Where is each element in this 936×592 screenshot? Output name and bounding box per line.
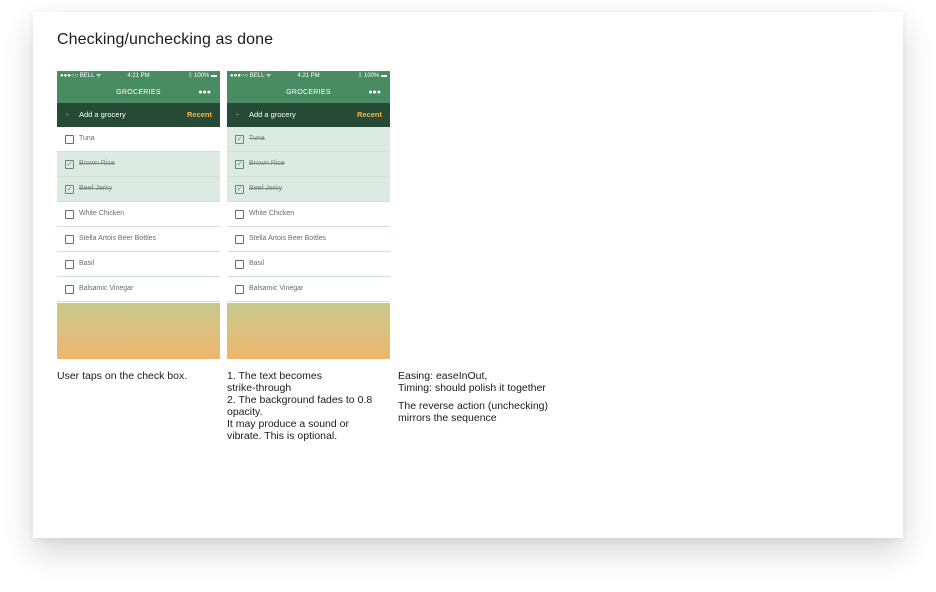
add-grocery-bar[interactable] [57,103,220,127]
checkbox-icon[interactable] [235,235,244,244]
item-label: Tuna [79,135,95,142]
item-label: Balsamic Vinegar [249,285,304,292]
caption-line: mirrors the sequence [398,412,497,424]
recent-button[interactable]: Recent [356,110,382,119]
caption-user-taps [57,370,187,382]
checked-checkbox-icon[interactable]: ✓ [236,186,243,193]
status-time: 4:21 PM [127,73,150,79]
nav-title: GROCERIES [286,89,331,96]
caption-line: 2. The background fades to 0.8 [227,394,373,406]
item-label: White Chicken [249,210,295,217]
phone-mockup-after [227,71,390,359]
grocery-list [227,127,390,302]
item-label: Brown Rice [79,160,115,167]
add-grocery-input[interactable]: Add a grocery [79,110,126,119]
caption-line: Easing: easeInOut, [398,370,488,382]
checkbox-icon[interactable] [235,210,244,219]
checkbox-icon[interactable] [235,285,244,294]
list-item[interactable] [57,177,220,202]
battery-icon: ᛒ 100% ▬ [358,73,387,79]
caption-easing [398,370,546,394]
phone-mockup-before [57,71,220,359]
gradient-background [57,303,220,359]
status-bar [227,71,390,82]
item-label: Basil [79,260,95,267]
item-label: Stella Artois Beer Bottles [79,235,157,242]
item-label: White Chicken [79,210,125,217]
checkbox-icon[interactable] [65,135,74,144]
caption-reverse [398,400,548,424]
add-grocery-input[interactable]: Add a grocery [249,110,296,119]
recent-button[interactable]: Recent [186,110,212,119]
checkbox-icon[interactable] [235,260,244,269]
checked-checkbox-icon[interactable]: ✓ [66,161,73,168]
page-title: Checking/unchecking as done [57,31,274,48]
add-grocery-bar[interactable] [227,103,390,127]
nav-title: GROCERIES [116,89,161,96]
list-item[interactable] [57,202,220,227]
carrier-signal: ●●●○○ BELL ᯤ [60,73,102,79]
caption-line: The reverse action (unchecking) [398,400,548,412]
checked-checkbox-icon[interactable]: ✓ [236,161,243,168]
carrier-signal: ●●●○○ BELL ᯤ [230,73,272,79]
checkbox-icon[interactable] [65,210,74,219]
item-label: Brown Rice [249,160,285,167]
item-label: Beef Jerky [79,185,113,192]
item-label: Beef Jerky [249,185,283,192]
status-time: 4:21 PM [297,73,320,79]
checkbox-icon[interactable] [65,285,74,294]
more-icon[interactable]: ●●● [198,89,211,96]
item-label: Tuna [249,135,265,142]
list-item[interactable] [57,127,220,152]
caption-line: It may produce a sound or [227,418,349,430]
list-item[interactable] [57,227,220,252]
list-item[interactable] [57,152,220,177]
plus-icon: + [65,110,70,119]
plus-icon: + [235,110,240,119]
list-item[interactable] [227,252,390,277]
caption-line: strike-through [227,382,292,394]
nav-bar [227,82,390,103]
grocery-list [57,127,220,302]
status-bar [57,71,220,82]
caption-steps [227,370,372,442]
nav-bar [57,82,220,103]
caption-line: Timing: should polish it together [398,382,546,394]
caption-line: 1. The text becomes [227,370,322,382]
caption-line: opacity. [227,406,263,418]
item-label: Basil [249,260,265,267]
item-label: Balsamic Vinegar [79,285,134,292]
list-item[interactable] [227,127,390,152]
checked-checkbox-icon[interactable]: ✓ [66,186,73,193]
gradient-background [227,303,390,359]
list-item[interactable] [227,227,390,252]
item-label: Stella Artois Beer Bottles [249,235,327,242]
checked-checkbox-icon[interactable]: ✓ [236,136,243,143]
list-item[interactable] [227,177,390,202]
list-item[interactable] [227,277,390,302]
caption-line: vibrate. This is optional. [227,430,338,442]
battery-icon: ᛒ 100% ▬ [188,73,217,79]
list-item[interactable] [227,152,390,177]
caption-line: User taps on the check box. [57,370,188,382]
list-item[interactable] [57,252,220,277]
more-icon[interactable]: ●●● [368,89,381,96]
list-item[interactable] [57,277,220,302]
checkbox-icon[interactable] [65,235,74,244]
checkbox-icon[interactable] [65,260,74,269]
list-item[interactable] [227,202,390,227]
